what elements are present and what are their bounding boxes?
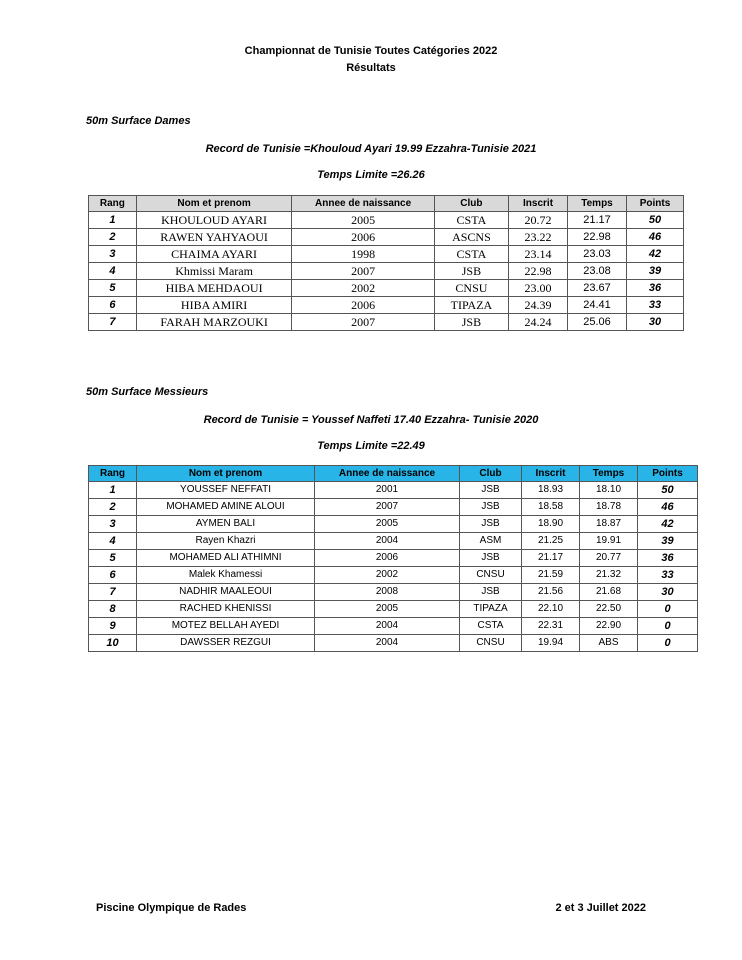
cell-temps: 18.10 <box>580 482 638 499</box>
cell-club: TIPAZA <box>460 601 522 618</box>
column-header-nom: Nom et prenom <box>136 196 292 212</box>
cell-inscrit: 18.58 <box>522 499 580 516</box>
cell-club: TIPAZA <box>434 297 508 314</box>
results-table-dames <box>88 195 684 331</box>
cell-annee: 2004 <box>315 533 460 550</box>
table-row <box>89 280 684 297</box>
cell-nom: Khmissi Maram <box>136 263 292 280</box>
cell-rang: 5 <box>89 550 137 567</box>
column-header-club: Club <box>460 466 522 482</box>
table-row <box>89 297 684 314</box>
cell-club: ASM <box>460 533 522 550</box>
cell-annee: 2006 <box>292 297 434 314</box>
cell-annee: 2005 <box>315 601 460 618</box>
section-title-dames: 50m Surface Dames <box>86 115 191 127</box>
table-row <box>89 601 698 618</box>
cell-inscrit: 22.98 <box>509 263 568 280</box>
cell-club: CNSU <box>460 635 522 652</box>
cell-nom: DAWSSER REZGUI <box>137 635 315 652</box>
cell-temps: 18.78 <box>580 499 638 516</box>
cell-inscrit: 20.72 <box>509 212 568 229</box>
record-dames: Record de Tunisie =Khouloud Ayari 19.99 Ezzahra-Tunisie 2021 <box>205 143 537 155</box>
cell-rang: 3 <box>89 516 137 533</box>
cell-points: 0 <box>638 601 698 618</box>
cell-points: 39 <box>638 533 698 550</box>
cell-rang: 2 <box>89 499 137 516</box>
cell-rang: 8 <box>89 601 137 618</box>
column-header-inscrit: Inscrit <box>522 466 580 482</box>
table-row <box>89 482 698 499</box>
column-header-inscrit: Inscrit <box>509 196 568 212</box>
cell-nom: Malek Khamessi <box>137 567 315 584</box>
cell-nom: RAWEN YAHYAOUI <box>136 229 292 246</box>
cell-annee: 2001 <box>315 482 460 499</box>
cell-annee: 2007 <box>292 314 434 331</box>
cell-rang: 4 <box>89 263 137 280</box>
cell-rang: 6 <box>89 567 137 584</box>
cell-points: 46 <box>627 229 684 246</box>
cell-temps: 24.41 <box>568 297 627 314</box>
cell-points: 30 <box>638 584 698 601</box>
cell-temps: 21.68 <box>580 584 638 601</box>
cell-rang: 7 <box>89 584 137 601</box>
cell-inscrit: 21.59 <box>522 567 580 584</box>
column-header-points: Points <box>638 466 698 482</box>
page-title: Championnat de Tunisie Toutes Catégories 2022 <box>244 45 498 57</box>
temps-limite-messieurs: Temps Limite =22.49 <box>317 440 425 452</box>
cell-nom: MOTEZ BELLAH AYEDI <box>137 618 315 635</box>
cell-temps: 25.06 <box>568 314 627 331</box>
cell-temps: 18.87 <box>580 516 638 533</box>
table-header-row <box>89 466 698 482</box>
cell-club: JSB <box>434 263 508 280</box>
cell-rang: 1 <box>89 482 137 499</box>
cell-nom: Rayen Khazri <box>137 533 315 550</box>
cell-inscrit: 22.31 <box>522 618 580 635</box>
column-header-temps: Temps <box>568 196 627 212</box>
table-row <box>89 499 698 516</box>
cell-rang: 1 <box>89 212 137 229</box>
cell-rang: 6 <box>89 297 137 314</box>
cell-annee: 2004 <box>315 635 460 652</box>
cell-annee: 2008 <box>315 584 460 601</box>
cell-club: CSTA <box>434 212 508 229</box>
cell-annee: 2004 <box>315 618 460 635</box>
column-header-annee: Annee de naissance <box>292 196 434 212</box>
cell-points: 50 <box>627 212 684 229</box>
cell-inscrit: 23.00 <box>509 280 568 297</box>
cell-temps: 23.67 <box>568 280 627 297</box>
cell-annee: 2002 <box>292 280 434 297</box>
cell-nom: KHOULOUD AYARI <box>136 212 292 229</box>
cell-nom: NADHIR MAALEOUI <box>137 584 315 601</box>
cell-club: JSB <box>460 516 522 533</box>
cell-temps: 21.32 <box>580 567 638 584</box>
temps-limite-dames: Temps Limite =26.26 <box>317 169 425 181</box>
table-row <box>89 314 684 331</box>
cell-inscrit: 21.25 <box>522 533 580 550</box>
cell-club: JSB <box>460 584 522 601</box>
cell-annee: 1998 <box>292 246 434 263</box>
table-row <box>89 567 698 584</box>
cell-club: JSB <box>434 314 508 331</box>
cell-points: 30 <box>627 314 684 331</box>
cell-points: 42 <box>638 516 698 533</box>
cell-rang: 7 <box>89 314 137 331</box>
footer-venue: Piscine Olympique de Rades <box>96 902 247 914</box>
cell-annee: 2002 <box>315 567 460 584</box>
table-row <box>89 263 684 280</box>
cell-nom: MOHAMED AMINE ALOUI <box>137 499 315 516</box>
table-row <box>89 584 698 601</box>
cell-nom: YOUSSEF NEFFATI <box>137 482 315 499</box>
column-header-temps: Temps <box>580 466 638 482</box>
cell-club: CSTA <box>434 246 508 263</box>
cell-rang: 10 <box>89 635 137 652</box>
cell-club: JSB <box>460 499 522 516</box>
table-header-row <box>89 196 684 212</box>
table-row <box>89 635 698 652</box>
cell-rang: 5 <box>89 280 137 297</box>
column-header-nom: Nom et prenom <box>137 466 315 482</box>
cell-nom: RACHED KHENISSI <box>137 601 315 618</box>
cell-inscrit: 22.10 <box>522 601 580 618</box>
column-header-rang: Rang <box>89 196 137 212</box>
column-header-club: Club <box>434 196 508 212</box>
cell-inscrit: 18.90 <box>522 516 580 533</box>
cell-inscrit: 21.17 <box>522 550 580 567</box>
cell-temps: 21.17 <box>568 212 627 229</box>
cell-inscrit: 23.14 <box>509 246 568 263</box>
cell-inscrit: 21.56 <box>522 584 580 601</box>
page-subtitle: Résultats <box>346 62 396 74</box>
cell-club: CSTA <box>460 618 522 635</box>
cell-points: 33 <box>638 567 698 584</box>
cell-annee: 2007 <box>292 263 434 280</box>
table-row <box>89 618 698 635</box>
cell-annee: 2006 <box>292 229 434 246</box>
cell-club: CNSU <box>460 567 522 584</box>
column-header-rang: Rang <box>89 466 137 482</box>
cell-rang: 9 <box>89 618 137 635</box>
cell-temps: 22.98 <box>568 229 627 246</box>
cell-temps: 20.77 <box>580 550 638 567</box>
cell-club: ASCNS <box>434 229 508 246</box>
cell-nom: AYMEN BALI <box>137 516 315 533</box>
cell-annee: 2005 <box>315 516 460 533</box>
cell-temps: ABS <box>580 635 638 652</box>
cell-annee: 2007 <box>315 499 460 516</box>
cell-points: 50 <box>638 482 698 499</box>
cell-nom: HIBA AMIRI <box>136 297 292 314</box>
cell-inscrit: 24.24 <box>509 314 568 331</box>
cell-temps: 23.08 <box>568 263 627 280</box>
cell-points: 0 <box>638 635 698 652</box>
cell-club: CNSU <box>434 280 508 297</box>
cell-annee: 2006 <box>315 550 460 567</box>
table-row <box>89 212 684 229</box>
table-row <box>89 246 684 263</box>
table-row <box>89 516 698 533</box>
cell-rang: 2 <box>89 229 137 246</box>
results-table-messieurs <box>88 465 698 652</box>
cell-temps: 22.50 <box>580 601 638 618</box>
record-messieurs: Record de Tunisie = Youssef Naffeti 17.40 Ezzahra- Tunisie 2020 <box>203 414 539 426</box>
table-row <box>89 550 698 567</box>
cell-points: 46 <box>638 499 698 516</box>
column-header-annee: Annee de naissance <box>315 466 460 482</box>
cell-points: 36 <box>638 550 698 567</box>
cell-points: 42 <box>627 246 684 263</box>
cell-nom: FARAH MARZOUKI <box>136 314 292 331</box>
cell-inscrit: 18.93 <box>522 482 580 499</box>
cell-club: JSB <box>460 482 522 499</box>
cell-temps: 23.03 <box>568 246 627 263</box>
cell-temps: 22.90 <box>580 618 638 635</box>
column-header-points: Points <box>627 196 684 212</box>
table-row <box>89 229 684 246</box>
cell-club: JSB <box>460 550 522 567</box>
cell-rang: 3 <box>89 246 137 263</box>
cell-inscrit: 23.22 <box>509 229 568 246</box>
cell-points: 39 <box>627 263 684 280</box>
section-title-messieurs: 50m Surface Messieurs <box>86 386 209 398</box>
cell-rang: 4 <box>89 533 137 550</box>
cell-annee: 2005 <box>292 212 434 229</box>
cell-nom: HIBA MEHDAOUI <box>136 280 292 297</box>
cell-inscrit: 24.39 <box>509 297 568 314</box>
cell-points: 33 <box>627 297 684 314</box>
cell-inscrit: 19.94 <box>522 635 580 652</box>
footer-dates: 2 et 3 Juillet 2022 <box>555 902 646 914</box>
cell-points: 36 <box>627 280 684 297</box>
cell-temps: 19.91 <box>580 533 638 550</box>
cell-points: 0 <box>638 618 698 635</box>
cell-nom: CHAIMA AYARI <box>136 246 292 263</box>
cell-nom: MOHAMED ALI ATHIMNI <box>137 550 315 567</box>
table-row <box>89 533 698 550</box>
